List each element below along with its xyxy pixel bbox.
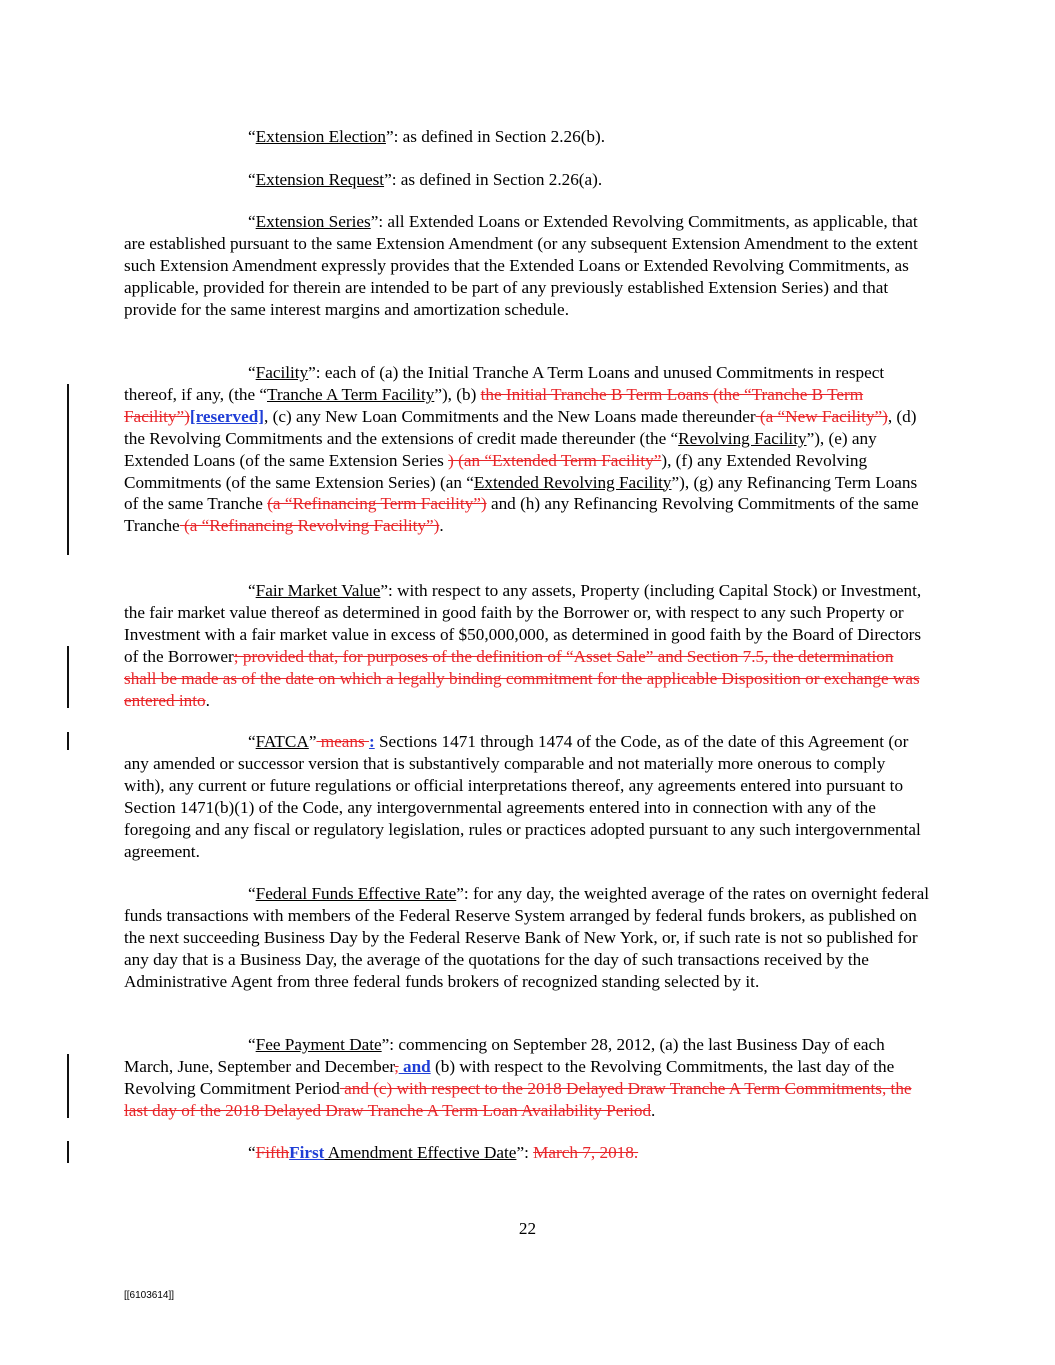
page-number: 22 (518, 1219, 537, 1238)
open-quote: “ (248, 884, 256, 903)
deleted-text: ) (an “Extended Term Facility” (448, 450, 662, 470)
open-quote: “ (248, 127, 256, 146)
change-bar-fair-market-value (67, 646, 69, 708)
definition-text: ”: as defined in Section 2.26(a). (384, 170, 603, 189)
text-run: ”), (b) (434, 384, 481, 404)
inserted-text: [reserved] (189, 406, 264, 426)
text-run: , (c) any New Loan Commitments and the New Loans made thereunder (264, 406, 756, 426)
defined-term: Extension Series (255, 212, 371, 231)
change-bar-fatca (67, 732, 69, 750)
text-run: ”: (516, 1143, 534, 1162)
deleted-text: means (316, 732, 369, 751)
defined-term: Extension Election (255, 127, 386, 146)
text-run: Sections 1471 through 1474 of the Code, as of the date of this Agreement (or any amended or successor version that is substantively comparable and not materially more onerous to comply with), any current or future regulations or official interpretations thereof, any agreements entered into pursuant to Section 1471(b)(1) of the Code, any intergovernmental agreements entered into in connection with any of the foregoing and any fiscal or regulatory legislation, rules or practices adopted pursuant to any such intergovernmental agreement. (124, 732, 921, 861)
defined-term: Facility (255, 363, 309, 382)
defined-term: FATCA (255, 732, 309, 751)
defined-term: Fair Market Value (255, 581, 381, 600)
definition-fee-payment-date (124, 1034, 930, 1122)
text-run: ”: each of (a) the Initial Tranche A Term Loans and unused Commitments in respect thereof, if any, (the “ (124, 363, 885, 404)
defined-term: Fee Payment Date (255, 1035, 382, 1054)
change-bar-facility (67, 384, 69, 555)
definition-extension-election (124, 126, 930, 148)
deleted-text: the Initial Tranche B Term Loans (the “Tranche B Term Facility”) (124, 384, 864, 426)
definition-fair-market-value (124, 580, 930, 711)
definition-fatca (124, 731, 930, 862)
text-run: (b) with respect to the Revolving Commitments, the last day of the Revolving Commitment Period (124, 1056, 895, 1098)
defined-term: Extension Request (255, 170, 385, 189)
deleted-text: , (394, 1056, 399, 1076)
deleted-text: (a “Refinancing Term Facility”) (267, 494, 487, 514)
defined-term: Revolving Facility (678, 428, 807, 448)
defined-term: Extended Revolving Facility (473, 472, 672, 492)
definition-federal-funds-effective-rate (124, 883, 930, 993)
inserted-text: : (368, 732, 375, 751)
definition-extension-request (124, 169, 930, 191)
text-run: ”: with respect to any assets, Property (including Capital Stock) or Investment, the fair market value thereof as determined in good faith by the Borrower or, with respect to any such Property or Investment with a fair market value in excess of $50,000,000, as determined in good faith by the Board of Directors of the Borrower (124, 581, 922, 666)
text-run: , (d) the Revolving Commitments and the extensions of credit made thereunder (the “ (124, 406, 917, 448)
deleted-text: Fifth (255, 1143, 290, 1162)
text-run: ”), (g) any Refinancing Term Loans of the same Tranche (124, 472, 918, 514)
open-quote: “ (248, 581, 256, 600)
text-run: ”), (e) any Extended Loans (of the same Extension Series (124, 428, 877, 470)
text-run: . (439, 516, 444, 536)
text-run: and (h) any Refinancing Revolving Commitments of the same Tranche (124, 494, 919, 536)
definition-facility (124, 362, 930, 537)
open-quote: “ (248, 1143, 256, 1162)
open-quote: “ (248, 212, 256, 231)
deleted-text: (a “New Facility”) (755, 406, 888, 426)
definition-text: ”: for any day, the weighted average of the rates on overnight federal funds transactions with members of the Federal Reserve System arranged by federal funds brokers, as published on the next succeeding Business Day by the Federal Reserve Bank of New York, or, if such rate is not so published for any day that is a Business Day, the average of the quotations for the day of such transactions received by the Administrative Agent from three federal funds brokers of recognized standing selected by it. (124, 884, 930, 991)
deleted-text: (a “Refinancing Revolving Facility”) (179, 516, 440, 536)
open-quote: “ (248, 1035, 256, 1054)
defined-term: Tranche A Term Facility (267, 384, 435, 404)
definition-amendment-effective-date (124, 1142, 930, 1164)
open-quote: “ (248, 732, 256, 751)
document-id: [[6103614]] (124, 1290, 175, 1301)
text-run: ” (308, 732, 317, 751)
defined-term: Federal Funds Effective Rate (255, 884, 457, 903)
change-bar-amendment-date (67, 1141, 69, 1163)
defined-term: Amendment Effective Date (324, 1143, 517, 1162)
text-run: ”: commencing on September 28, 2012, (a) the last Business Day of each March, June, September and December (124, 1035, 885, 1076)
deleted-text: ; provided that, for purposes of the definition of “Asset Sale” and Section 7.5, the determination shall be made as of the date on which a legally binding commitment for the applicable Disposition or exchange was entered into (124, 646, 920, 710)
definition-extension-series (124, 211, 930, 321)
inserted-text: First (289, 1143, 325, 1162)
definition-text: ”: all Extended Loans or Extended Revolving Commitments, as applicable, that are established pursuant to the same Extension Amendment (or any subsequent Extension Amendment to the extent such Extension Amendment expressly provides that the Extended Loans or Extended Revolving Commitments, as applicable, provided for therein are intended to be part of any previously established Extension Series) and that provide for the same interest margins and amortization schedule. (124, 212, 918, 319)
open-quote: “ (248, 363, 256, 382)
inserted-text: and (398, 1056, 431, 1076)
deleted-text: March 7, 2018. (533, 1143, 639, 1162)
definition-text: ”: as defined in Section 2.26(b). (385, 127, 606, 146)
open-quote: “ (248, 170, 256, 189)
text-run: . (205, 690, 210, 710)
deleted-text: and (c) with respect to the 2018 Delayed Draw Tranche A Term Commitments, the last day of the 2018 Delayed Draw Tranche A Term Loan Availability Period (124, 1078, 912, 1120)
change-bar-fee-payment-date (67, 1054, 69, 1118)
text-run: ), (f) any Extended Revolving Commitments (of the same Extension Series) (an “ (124, 450, 868, 492)
text-run: . (651, 1100, 656, 1120)
